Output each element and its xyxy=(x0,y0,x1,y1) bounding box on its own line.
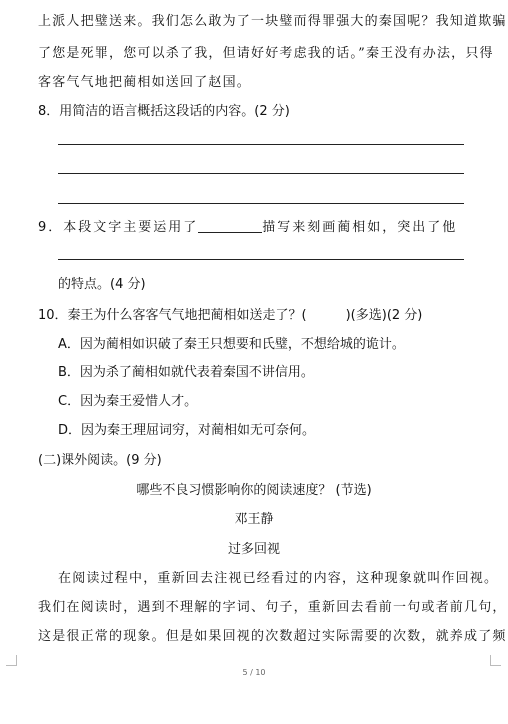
article-title: 哪些不良习惯影响你的阅读速度？ (节选) xyxy=(136,483,372,498)
question-9-prompt: 9．本段文字主要运用了 xyxy=(38,220,199,235)
article-paragraph-line-3: 这是很正常的现象。但是如果回视的次数超过实际需要的次数，就养成了频 xyxy=(38,629,507,644)
q10-option-c: C．因为秦王爱惜人才。 xyxy=(58,394,198,409)
q10-option-b: B．因为杀了蔺相如就代表着秦国不讲信用。 xyxy=(58,365,314,380)
answer-line-q8-1 xyxy=(58,144,464,145)
answer-line-q8-2 xyxy=(58,173,464,174)
article-subtitle: 过多回视 xyxy=(227,542,280,557)
answer-line-q8-3 xyxy=(58,203,464,204)
question-9-prompt-cont: 描写来刻画蔺相如，突出了他 xyxy=(262,220,458,235)
page-number: 5 / 10 xyxy=(242,668,266,677)
q10-option-d: D．因为秦王理屈词穷，对蔺相如无可奈何。 xyxy=(58,423,316,438)
question-9-end: 的特点。(4 分) xyxy=(58,277,146,292)
corner-mark-bottom-left xyxy=(6,655,17,666)
article-paragraph-line-1: 在阅读过程中，重新回去注视已经看过的内容，这种现象就叫作回视。 xyxy=(58,571,499,586)
q10-option-a: A．因为蔺相如识破了秦王只想要和氏璧，不想给城的诡计。 xyxy=(58,337,405,352)
question-9 xyxy=(38,216,468,235)
passage-line-2: 了您是死罪，您可以杀了我，但请好好考虑我的话。”秦王没有办法，只得 xyxy=(38,46,494,61)
article-author: 邓王静 xyxy=(234,512,274,527)
article-paragraph-line-2: 我们在阅读时，遇到不理解的字词、句子，重新回去看前一句或者前几句， xyxy=(38,600,507,615)
corner-mark-bottom-right xyxy=(490,655,501,666)
question-8: 8．用简洁的语言概括这段话的内容。(2 分) xyxy=(38,104,290,119)
passage-line-1: 上派人把璧送来。我们怎么敢为了一块璧而得罪强大的秦国呢？我知道欺骗 xyxy=(38,14,507,29)
answer-line-q9 xyxy=(58,259,464,260)
question-10: 10．秦王为什么客客气气地把蔺相如送走了？( )(多选)(2 分) xyxy=(38,308,423,323)
question-9-blank[interactable] xyxy=(198,220,262,233)
passage-line-3: 客客气气地把蔺相如送回了赵国。 xyxy=(38,75,252,90)
section-2-heading: (二)课外阅读。(9 分) xyxy=(38,453,162,468)
